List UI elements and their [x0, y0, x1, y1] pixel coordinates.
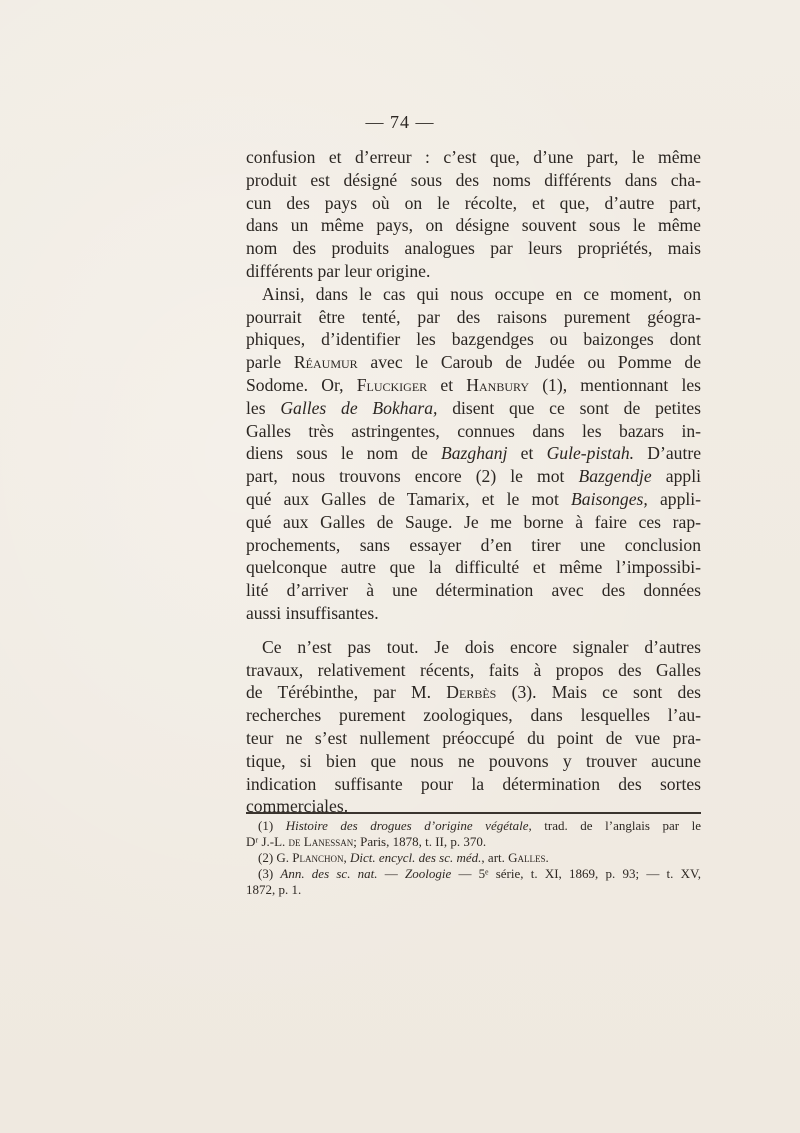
footnote-3 — [246, 866, 701, 882]
text-run: , trad. de l’anglais par le — [528, 818, 701, 833]
text-run: , art. — [481, 850, 509, 865]
text-line: pourrait être tenté, par des raisons purement géogra- — [246, 306, 701, 327]
paragraph-2 — [246, 283, 701, 625]
text-line — [246, 442, 701, 465]
text-line: tique, si bien que nous ne pouvons y trouver aucune — [246, 750, 701, 771]
text-line — [246, 681, 701, 704]
footnote-1 — [246, 818, 701, 834]
text-run: parle — [246, 352, 294, 373]
main-text — [246, 146, 701, 818]
text-line — [246, 351, 701, 374]
text-line — [246, 374, 701, 397]
text-line: recherches purement zoologiques, dans lesquelles l’au- — [246, 705, 701, 726]
text-line: différents par leur origine. — [246, 260, 431, 281]
footnote-divider — [246, 812, 701, 814]
text-run: Dʳ J.-L. — [246, 834, 289, 849]
text-run: — 5ᵉ série, t. XI, 1869, p. 93; — t. XV, — [451, 866, 701, 881]
text-line: lité d’arriver à une détermination avec des données — [246, 580, 701, 601]
italic-term: Bazghanj — [441, 443, 508, 464]
paragraph-1 — [246, 146, 701, 283]
text-run: et — [507, 443, 547, 464]
text-run: diens sous le nom de — [246, 443, 442, 464]
author-name: Galles — [508, 850, 546, 865]
text-line: dans un même pays, on désigne souvent sous le même — [246, 215, 701, 236]
text-line: prochements, sans essayer d’en tirer une conclusion — [246, 534, 701, 555]
text-line: Galles très astringentes, connues dans les bazars in- — [246, 420, 701, 441]
footnote-1-cont — [246, 834, 701, 850]
text-run: Sodome. Or, — [246, 374, 357, 395]
text-line: aussi insuffisantes. — [246, 602, 379, 623]
text-line: indication suffisante pour la détermination des sortes — [246, 773, 701, 794]
text-run: , — [343, 850, 351, 865]
text-line: cun des pays où on le récolte, et que, d’autre part, — [246, 192, 701, 213]
italic-term: Gule-pistah. — [546, 443, 635, 464]
text-run: disent que ce sont de petites — [437, 397, 701, 418]
paragraph-3 — [246, 636, 701, 818]
author-name: de Lanessan — [288, 834, 354, 849]
italic-term: Ann. des sc. nat. — [280, 866, 378, 881]
page-number: — 74 — — [365, 112, 435, 132]
text-run: avec le Caroub de Judée ou Pomme de — [357, 352, 702, 373]
text-run: (3). Mais ce sont des — [496, 682, 701, 703]
italic-term: Baisonges, — [571, 488, 648, 509]
text-line: quelconque autre que la difficulté et même l’impossibi- — [246, 557, 701, 578]
author-name: Derbès — [446, 682, 497, 703]
italic-term: Bazgendje — [578, 466, 652, 487]
italic-term: Galles de Bokhara, — [280, 397, 438, 418]
text-run: (1) — [258, 818, 286, 833]
text-run: — — [377, 866, 405, 881]
footnote-2 — [246, 850, 701, 866]
text-run: D’autre — [634, 443, 702, 464]
text-line: nom des produits analogues par leurs propriétés, mais — [246, 238, 701, 259]
text-run: et — [427, 374, 467, 395]
text-line: commerciales. — [246, 796, 349, 817]
text-line: travaux, relativement récents, faits à propos des Galles — [246, 659, 701, 680]
text-run: les — [246, 397, 281, 418]
text-run: ; Paris, 1878, t. II, p. 370. — [353, 834, 487, 849]
author-name: Réaumur — [293, 352, 358, 373]
text-line: Ce n’est pas tout. Je dois encore signaler d’autres — [262, 636, 701, 657]
author-name: Hanbury — [466, 374, 529, 395]
text-line — [246, 397, 701, 420]
text-run: qué aux Galles de Tamarix, et le mot — [246, 488, 572, 509]
text-run: part, nous trouvons encore (2) le mot — [246, 466, 579, 487]
text-line — [246, 465, 701, 488]
footnote-3-cont: 1872, p. 1. — [246, 882, 302, 897]
text-line: qué aux Galles de Sauge. Je me borne à faire ces rap- — [246, 511, 701, 532]
text-run: appli — [651, 466, 701, 487]
italic-term: Histoire des drogues d’origine végétale — [285, 818, 529, 833]
text-line: teur ne s’est nullement préoccupé du point de vue pra- — [246, 727, 701, 748]
italic-term: Dict. encycl. des sc. méd. — [350, 850, 482, 865]
text-line: produit est désigné sous des noms différents dans cha- — [246, 169, 701, 190]
text-run: (2) G. — [258, 850, 293, 865]
italic-term: Zoologie — [404, 866, 452, 881]
text-run: (1), mentionnant les — [529, 374, 702, 395]
author-name: Fluckiger — [356, 374, 428, 395]
text-line: phiques, d’identifier les bazgendges ou baizonges dont — [246, 329, 701, 350]
text-line — [246, 488, 701, 511]
text-line: Ainsi, dans le cas qui nous occupe en ce moment, on — [262, 283, 701, 304]
text-run: . — [545, 850, 549, 865]
author-name: Planchon — [292, 850, 344, 865]
text-run: appli- — [647, 488, 702, 509]
footnotes — [246, 818, 701, 898]
text-run: (3) — [258, 866, 281, 881]
text-run: de Térébinthe, par M. — [246, 682, 447, 703]
text-line: confusion et d’erreur : c’est que, d’une part, le même — [246, 147, 701, 167]
